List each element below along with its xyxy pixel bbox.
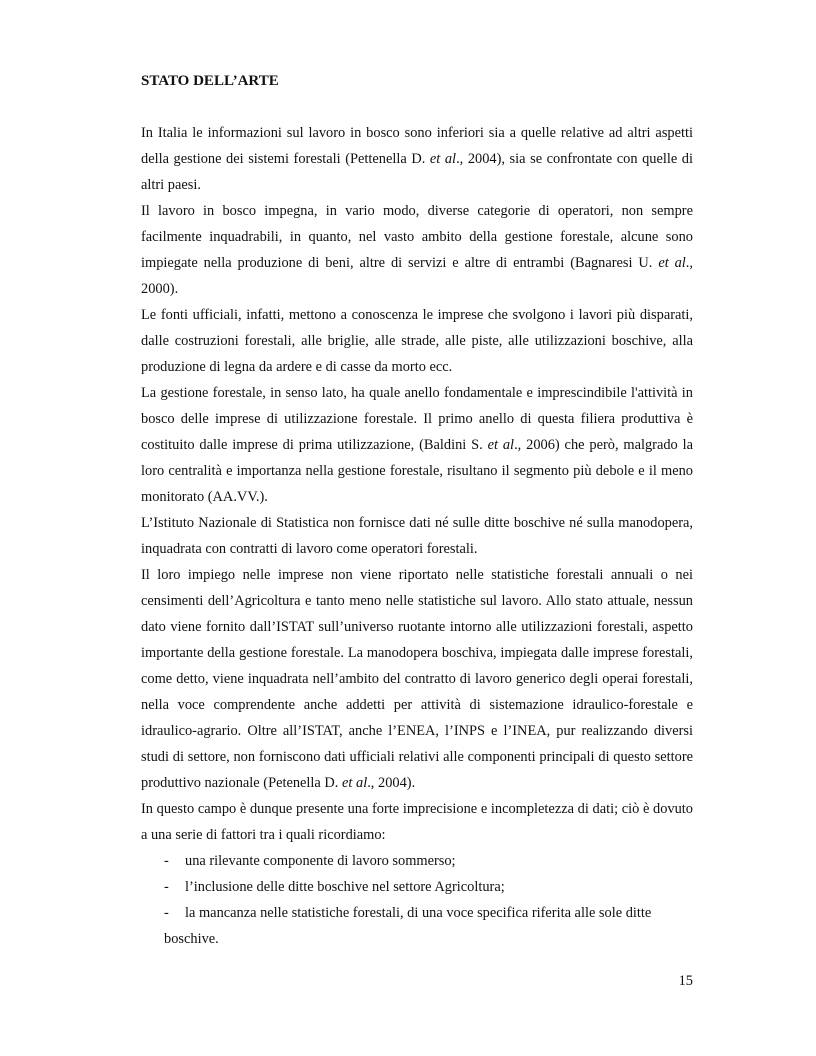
paragraph-6-text-b: ., 2004).	[367, 775, 416, 791]
paragraph-1-text-b: ., 2004), sia se confrontate con quelle di altri paesi.	[141, 151, 694, 193]
paragraph-1	[141, 120, 693, 198]
list-item	[141, 848, 693, 874]
paragraph-4-text-a: La gestione forestale, in senso lato, ha quale anello fondamentale e imprescindibile l'attività in bosco delle imprese di utilizzazione forestale. Il primo anello di questa filiera produttiva è costituito dalle imprese di prima utilizzazione, (Baldini S.	[141, 385, 693, 453]
paragraph-4-text-b: ., 2006) che però, malgrado la loro centralità e importanza nella gestione forestale, risultano il segmento più debole e il meno monitorato (AA.VV.).	[141, 437, 693, 505]
paragraph-4-et-al: et al	[487, 437, 515, 453]
paragraph-1-text-a: In Italia le informazioni sul lavoro in bosco sono inferiori sia a quelle relative ad altri aspetti della gestione dei sistemi forestali (Pettenella D.	[141, 125, 693, 167]
paragraph-2-et-al: et al	[658, 255, 686, 271]
list-item-continuation: boschive.	[164, 931, 219, 947]
document-page	[141, 68, 693, 952]
list-item-text: l’inclusione delle ditte boschive nel settore Agricoltura;	[185, 879, 505, 895]
factor-list	[141, 848, 693, 952]
paragraph-3: Le fonti ufficiali, infatti, mettono a conoscenza le imprese che svolgono i lavori più disparati, dalle costruzioni forestali, alle briglie, alle strade, alle piste, alle utilizzazioni boschive, alla produzione di legna da ardere e di casse da morto ecc.	[141, 307, 693, 375]
paragraph-2	[141, 198, 693, 302]
paragraph-6-text-a: Il loro impiego nelle imprese non viene riportato nelle statistiche forestali annuali o nei censimenti dell’Agricoltura e tanto meno nelle statistiche sul lavoro. Allo stato attuale, nessun dato viene fornito dall’ISTAT sull’universo ruotante intorno alle utilizzazioni forestali, aspetto importante della gestione forestale. La manodopera boschiva, impiegata dalle imprese forestali, come detto, viene inquadrata nell’ambito del contratto di lavoro generico degli operai forestali, nella voce comprendente anche addetti per attività di sistemazione idraulico-forestale e idraulico-agrario. Oltre all’ISTAT, anche l’ENEA, l’INPS e l’INEA, pur realizzando diversi studi di settore, non forniscono dati ufficiali relativi alle componenti principali di questo settore produttivo nazionale (Petenella D.	[141, 567, 693, 791]
list-item-text: la mancanza nelle statistiche forestali, di una voce specifica riferita alle sole ditte	[185, 905, 652, 921]
paragraph-7: In questo campo è dunque presente una forte imprecisione e incompletezza di dati; ciò è dovuto a una serie di fattori tra i quali ricordiamo:	[141, 801, 693, 843]
list-item	[141, 900, 693, 952]
paragraph-4	[141, 380, 693, 510]
paragraph-2-text-a: Il lavoro in bosco impegna, in vario modo, diverse categorie di operatori, non sempre facilmente inquadrabili, in quanto, nel vasto ambito della gestione forestale, alcune sono impiegate nella produzione di beni, altre di servizi e altre di entrambi (Bagnaresi U.	[141, 203, 693, 271]
page-number: 15	[678, 973, 693, 989]
list-item-text: una rilevante componente di lavoro sommerso;	[185, 853, 456, 869]
list-dash: -	[164, 879, 169, 895]
section-heading: STATO DELL’ARTE	[141, 73, 279, 89]
list-dash: -	[164, 853, 169, 869]
list-item	[141, 874, 693, 900]
paragraph-5: L’Istituto Nazionale di Statistica non fornisce dati né sulle ditte boschive né sulla manodopera, inquadrata con contratti di lavoro come operatori forestali.	[141, 515, 693, 557]
list-dash: -	[164, 905, 169, 921]
paragraph-2-text-b: ., 2000).	[141, 255, 693, 297]
paragraph-1-et-al: et al	[429, 151, 457, 167]
paragraph-6	[141, 562, 693, 796]
paragraph-6-et-al: et al	[342, 775, 368, 791]
